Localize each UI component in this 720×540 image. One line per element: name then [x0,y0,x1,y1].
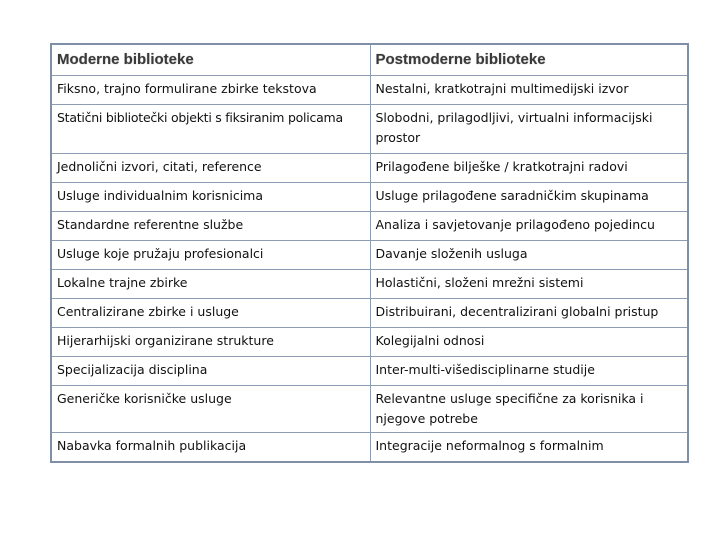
header-postmodern-libraries: Postmoderne biblioteke [370,44,688,76]
postmodern-cell: Relevantne usluge specifične za korisnika i njegove potrebe [370,386,688,433]
modern-cell: Centralizirane zbirke i usluge [51,299,370,328]
modern-cell: Generičke korisničke usluge [51,386,370,433]
table-row [51,76,688,105]
modern-cell: Usluge individualnim korisnicima [51,183,370,212]
postmodern-cell: Slobodni, prilagodljivi, virtualni informacijski prostor [370,105,688,154]
table-row [51,270,688,299]
table-row [51,105,688,154]
header-modern-libraries: Moderne biblioteke [51,44,370,76]
table-row [51,241,688,270]
table-row [51,183,688,212]
modern-cell: Statični bibliotečki objekti s fiksiranim policama [51,105,370,154]
header-row [51,44,688,76]
postmodern-cell: Holastični, složeni mrežni sistemi [370,270,688,299]
postmodern-cell: Analiza i savjetovanje prilagođeno pojedincu [370,212,688,241]
table-row [51,433,688,462]
postmodern-cell: Kolegijalni odnosi [370,328,688,357]
table-row [51,212,688,241]
modern-cell: Hijerarhijski organizirane strukture [51,328,370,357]
postmodern-cell: Davanje složenih usluga [370,241,688,270]
postmodern-cell: Integracije neformalnog s formalnim [370,433,688,462]
table-row [51,328,688,357]
postmodern-cell: Inter-multi-višedisciplinarne studije [370,357,688,386]
modern-cell: Usluge koje pružaju profesionalci [51,241,370,270]
modern-cell: Jednolični izvori, citati, reference [51,154,370,183]
modern-cell: Nabavka formalnih publikacija [51,433,370,462]
modern-cell: Fiksno, trajno formulirane zbirke tekstova [51,76,370,105]
table-row [51,386,688,433]
postmodern-cell: Usluge prilagođene saradničkim skupinama [370,183,688,212]
modern-cell: Lokalne trajne zbirke [51,270,370,299]
postmodern-cell: Nestalni, kratkotrajni multimedijski izvor [370,76,688,105]
postmodern-cell: Prilagođene bilješke / kratkotrajni radovi [370,154,688,183]
table-row [51,299,688,328]
comparison-table [50,43,689,463]
table-row [51,357,688,386]
postmodern-cell: Distribuirani, decentralizirani globalni pristup [370,299,688,328]
table-row [51,154,688,183]
modern-cell: Specijalizacija disciplina [51,357,370,386]
modern-cell: Standardne referentne službe [51,212,370,241]
